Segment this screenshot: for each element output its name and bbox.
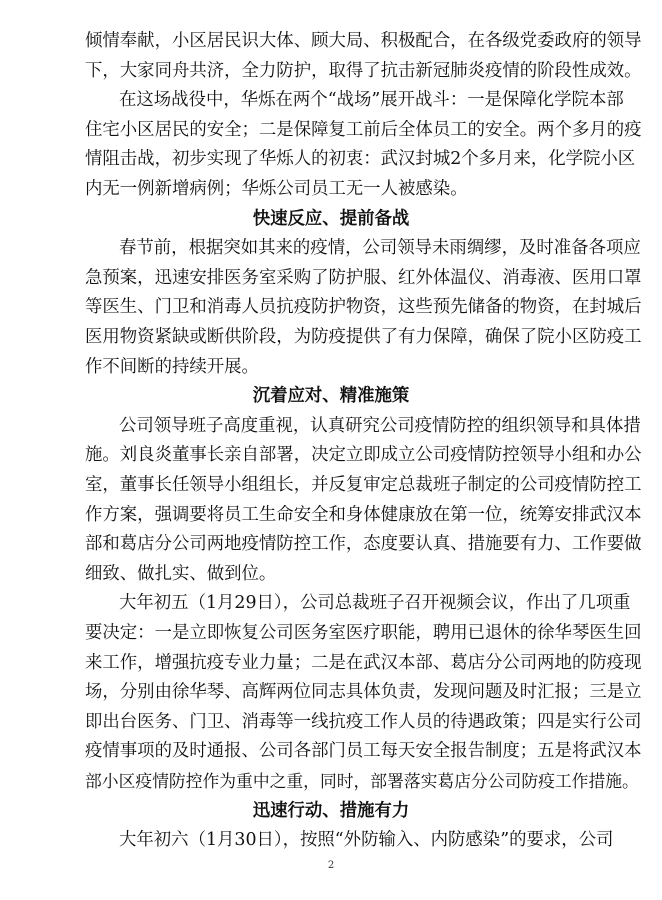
paragraph-line: 住宅小区居民的安全；二是保障复工前后全体员工的安全。两个多月的疫 [85,119,642,140]
section-heading: 迅速行动、措施有力 [252,800,410,821]
paragraph-line: 倾情奉献，小区居民识大体、顾大局、积极配合，在各级党委政府的领导 [85,31,642,51]
paragraph-line: 大年初六（1月30日），按照“外防输入、内防感染”的要求，公司 [119,830,614,851]
paragraph-line: 春节前，根据突如其来的疫情，公司领导未雨绸缪，及时准备各项应 [119,238,641,259]
paragraph-line: 大年初五（1月29日），公司总裁班子召开视频会议，作出了几项重 [119,593,631,614]
page-number: 2 [327,860,335,871]
paragraph-line: 要决定：一是立即恢复公司医务室医疗职能，聘用已退休的徐华琴医生回 [85,623,642,643]
paragraph-line: 作不间断的持续开展。 [85,356,259,377]
paragraph-line: 公司领导班子高度重视，认真研究公司疫情防控的组织领导和具体措 [119,415,641,436]
paragraph-line: 内无一例新增病例；华烁公司员工无一人被感染。 [85,179,468,199]
paragraph-line: 部小区疫情防控作为重中之重，同时，部署落实葛店分公司防疫工作措施。 [85,771,639,791]
paragraph-line: 场，分别由徐华琴、高辉两位同志具体负责，发现问题及时汇报；三是立 [85,682,642,703]
paragraph-line: 等医生、门卫和消毒人员抗疫防护物资，这些预先储备的物资，在封城后 [85,297,642,318]
paragraph-line: 下，大家同舟共济，全力防护，取得了抗击新冠肺炎疫情的阶段性成效。 [85,60,642,81]
paragraph-line: 疫情事项的及时通报、公司各部门员工每天安全报告制度；五是将武汉本 [85,741,642,762]
paragraph-line: 室，董事长任领导小组组长，并反复审定总裁班子制定的公司疫情防控工 [85,475,642,495]
section-heading: 快速反应、提前备战 [252,208,410,229]
paragraph-line: 医用物资紧缺或断供阶段，为防疫提供了有力保障，确保了院小区防疫工 [85,327,642,347]
paragraph-line: 细致、做扎实、做到位。 [85,563,277,584]
paragraph-line: 即出台医务、门卫、消毒等一线抗疫工作人员的待遇政策；四是实行公司 [85,711,642,732]
paragraph-line: 急预案，迅速安排医务室采购了防护服、红外体温仪、消毒液、医用口罩 [85,267,642,288]
paragraph-line: 情阻击战，初步实现了华烁人的初衷：武汉封城2个多月来，化学院小区 [85,149,636,170]
paragraph-line: 在这场战役中，华烁在两个“战场”展开战斗：一是保障化学院本部 [119,90,624,111]
paragraph-line: 施。刘良炎董事长亲自部署，决定立即成立公司疫情防控领导小组和办公 [85,445,642,466]
paragraph-line: 部和葛店分公司两地疫情防控工作，态度要认真、措施要有力、工作要做 [85,534,642,555]
paragraph-line: 来工作，增强抗疫专业力量；二是在武汉本部、葛店分公司两地的防疫现 [85,652,642,673]
paragraph-line: 作方案，强调要将员工生命安全和身体健康放在第一位，统筹安排武汉本 [85,504,642,525]
section-heading: 沉着应对、精准施策 [252,386,410,407]
